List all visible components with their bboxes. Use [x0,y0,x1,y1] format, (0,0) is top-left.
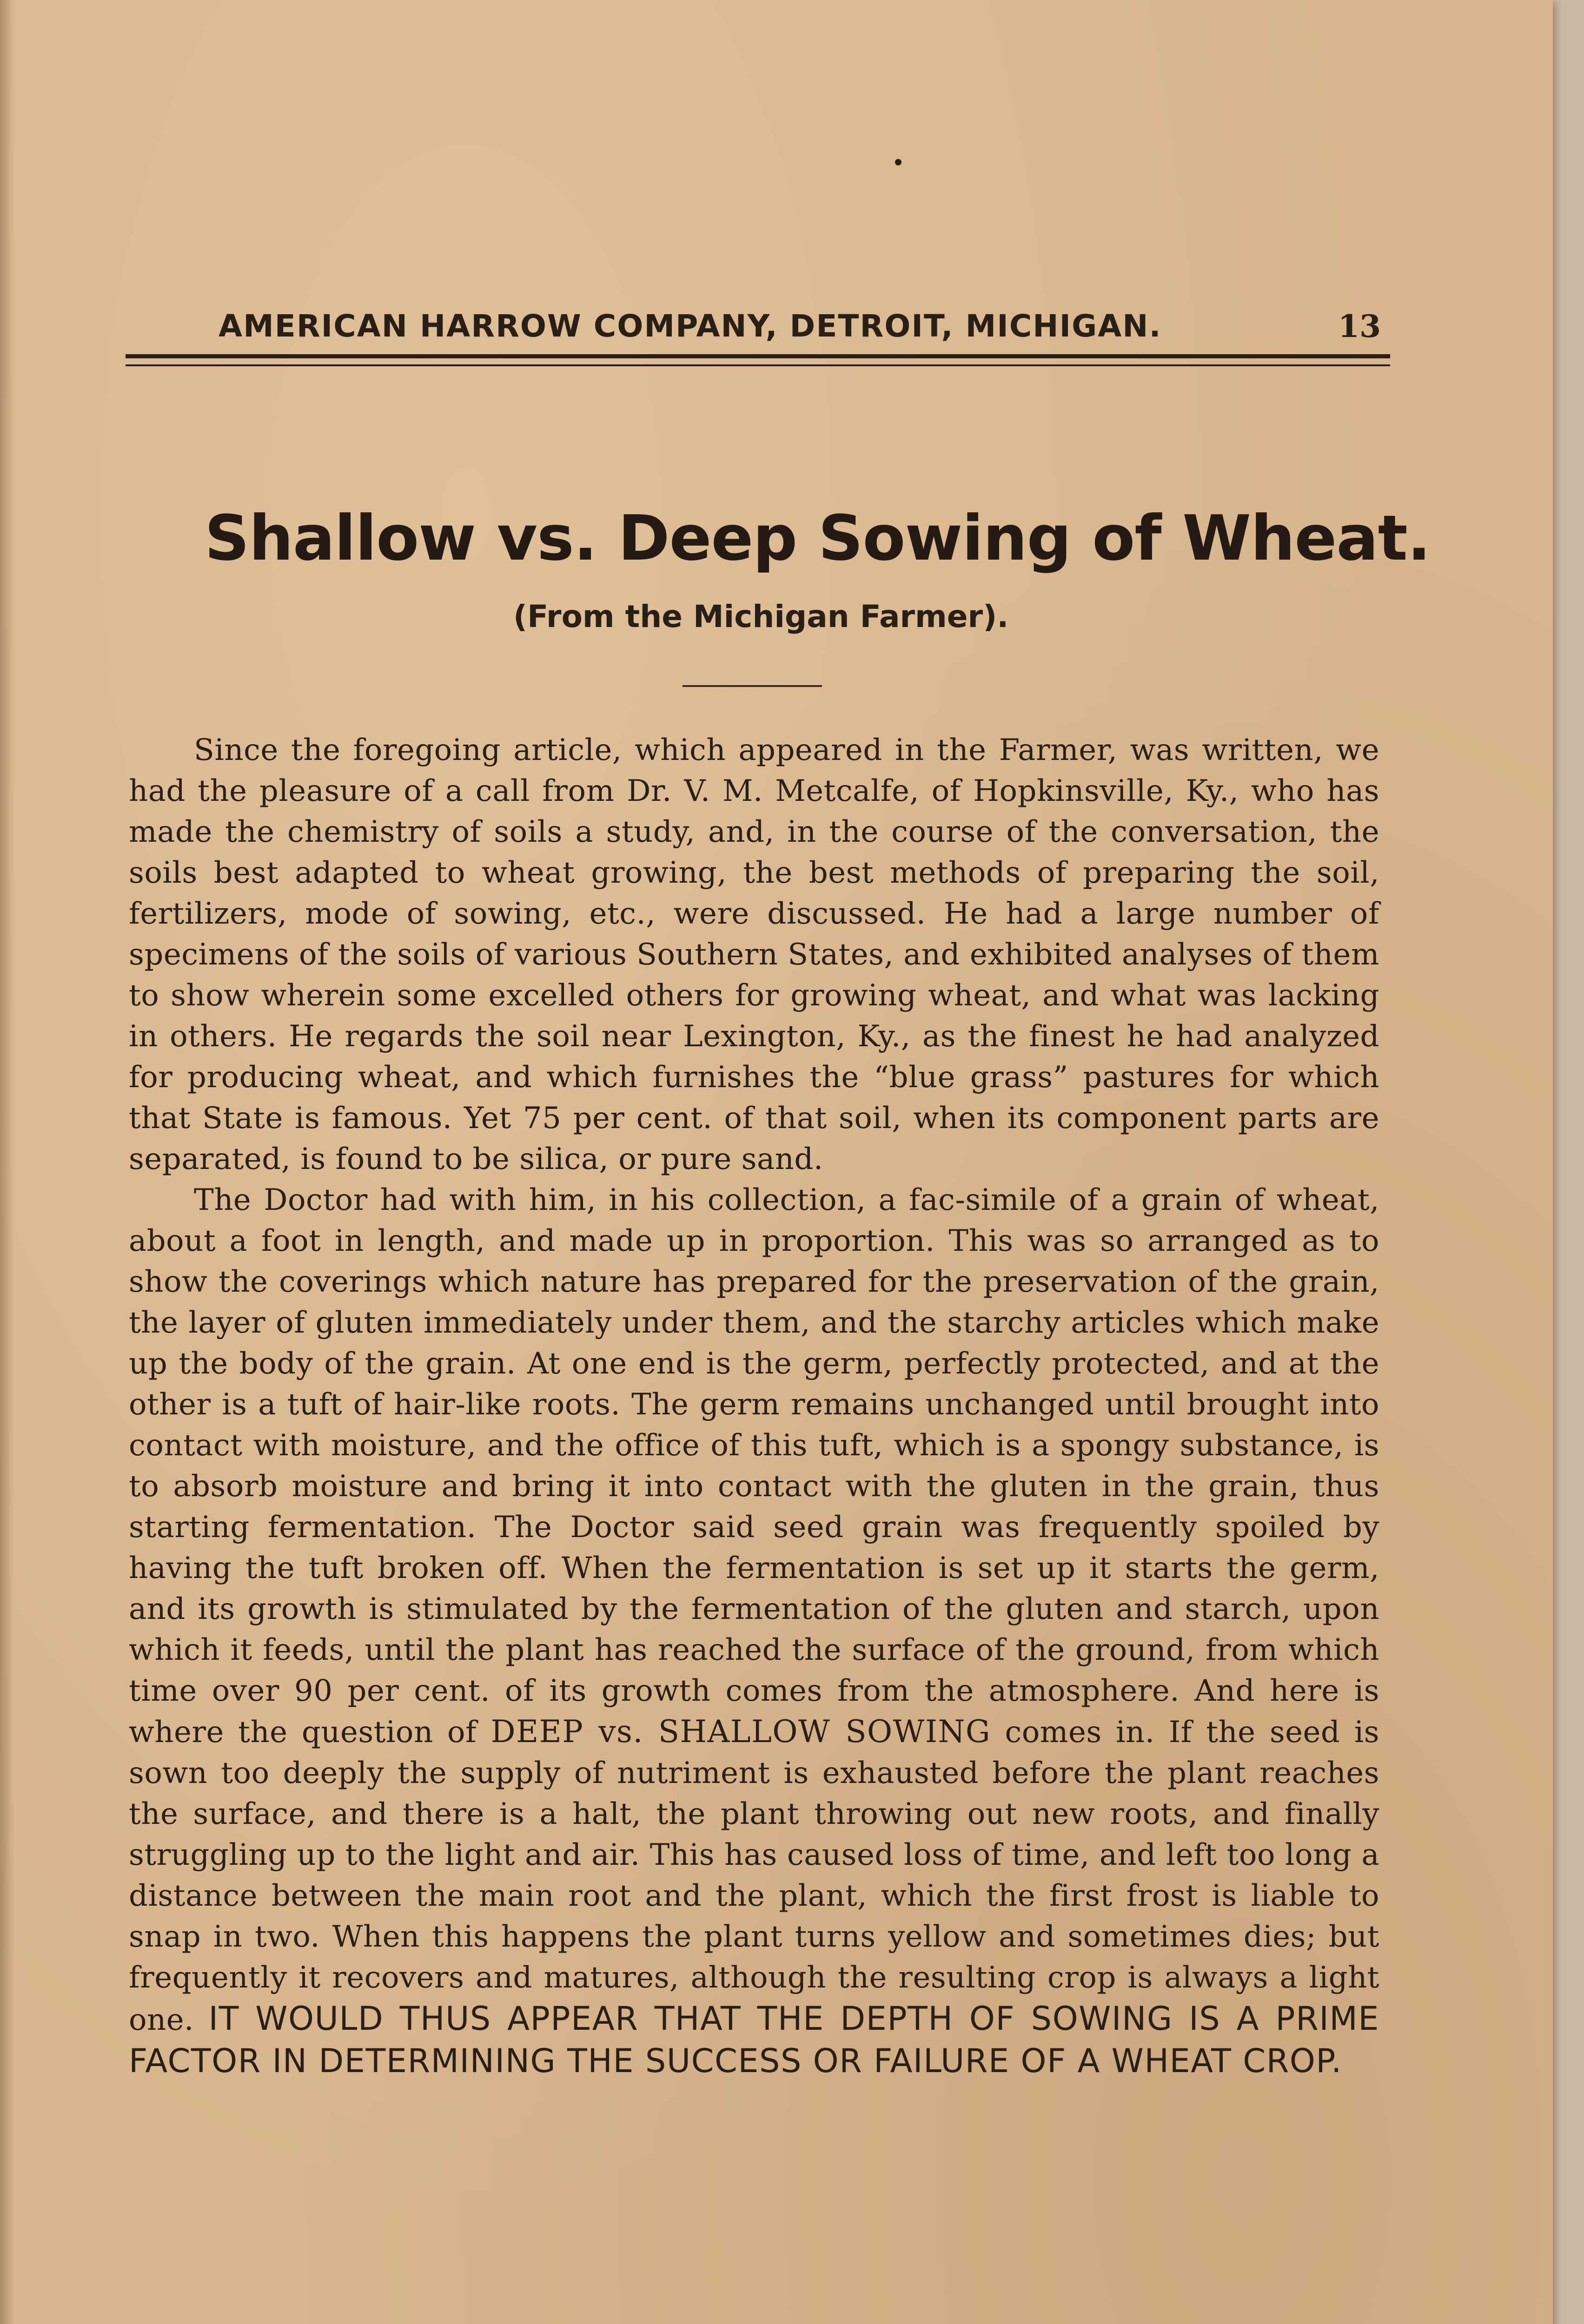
paragraph-2-part-1: The Doctor had with him, in his collection, a fac-simile of a grain of wheat, about a foot in length, and made up in proportion. This was so arranged as to show the coverings which nature has prepared for the preservation of the grain, the layer of gluten immediately under them, and the starchy articles which make up the body of the grain. At one end is the germ, perfectly protected, and at the other is a tuft of hair-like roots. The germ remains unchanged until brought into contact with moisture, and the office of this tuft, which is a spongy substance, is to absorb moisture and bring it into contact with the gluten in the grain, thus starting fermentation. The Doctor said seed grain was frequently spoiled by having the tuft broken off. When the fermentation is set up it starts the germ, and its growth is stimulated by the fermentation of the gluten and starch, upon which it feeds, until the plant has reached the surface of the ground, from which time over 90 per cent. of its growth comes from the atmosphere. And here is where the question of [129,1183,1379,1750]
ink-speck [895,159,901,165]
running-head-title: AMERICAN HARROW COMPANY, DETROIT, MICHIGAN. [219,308,1162,344]
section-divider [683,685,822,687]
paragraph-2 [129,1180,1379,2083]
article-body [129,730,1379,2083]
header-rule-thin [126,364,1390,366]
page-spine-shadow [0,0,14,2324]
emphasis-phrase: DEEP vs. SHALLOW SOWING [490,1714,991,1750]
running-head [126,301,1381,352]
article-title: Shallow vs. Deep Sowing of Wheat. [205,502,1431,574]
conclusion-statement: IT WOULD THUS APPEAR THAT THE DEPTH OF SOWING IS A PRIME FACTOR IN DETERMINING THE SUCCESS OR FAILURE OF A WHEAT CROP. [129,2000,1379,2080]
paragraph-1: Since the foregoing article, which appeared in the Farmer, was written, we had the pleasure of a call from Dr. V. M. Metcalfe, of Hopkinsville, Ky., who has made the chemistry of soils a study, and, in the course of the conversation, the soils best adapted to wheat growing, the best methods of preparing the soil, fertilizers, mode of sowing, etc., were discussed. He had a large number of specimens of the soils of various Southern States, and exhibited analyses of them to show wherein some excelled others for growing wheat, and what was lacking in others. He regards the soil near Lexington, Ky., as the finest he had analyzed for producing wheat, and which furnishes the “blue grass” pastures for which that State is famous. Yet 75 per cent. of that soil, when its component parts are separated, is found to be silica, or pure sand. [129,733,1379,1176]
header-rule-thick [126,354,1390,358]
paragraph-2-part-2: comes in. If the seed is sown too deeply the supply of nutriment is exhausted before the plant reaches the surface, and there is a halt, the plant throwing out new roots, and finally struggling up to the light and air. This has caused loss of time, and left too long a distance between the main root and the plant, which the first frost is liable to snap in two. When this happens the plant turns yellow and sometimes dies; but frequently it recovers and matures, although the resulting crop is always a light one. [129,1715,1380,2037]
article-source: (From the Michigan Farmer). [513,599,1009,634]
page-number: 13 [1338,308,1381,344]
